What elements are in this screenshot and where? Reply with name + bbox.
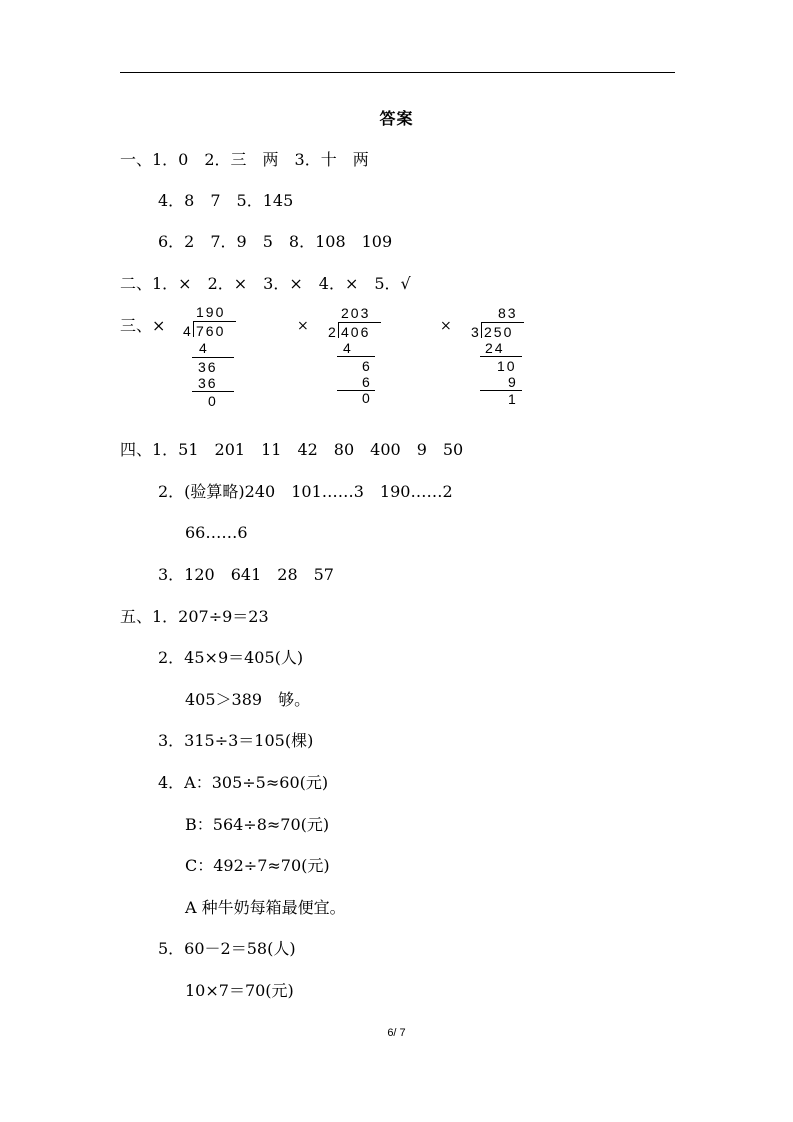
- ld3-vinculum: [482, 322, 524, 323]
- answer-section-2: 二、1．× 2．× 3．× 4．× 5．√: [120, 274, 411, 293]
- ld2-dividend: 406: [341, 324, 371, 340]
- answer-section-5-q4-conclusion: A 种牛奶每箱最便宜。: [185, 898, 346, 917]
- ld3-rule-1: [480, 356, 522, 357]
- ld1-dividend: 760: [196, 323, 226, 339]
- header-rule: [120, 72, 675, 73]
- answer-section-4-line-1: 四、1．51 201 11 42 80 400 9 50: [120, 440, 464, 459]
- ld2-rule-1: [337, 356, 375, 357]
- ld3-bracket: [481, 322, 482, 338]
- ld2-bracket: [338, 322, 339, 338]
- answer-section-3-label: 三、×: [120, 316, 166, 335]
- answer-section-4-line-3: 66……6: [185, 523, 248, 542]
- ld2-step-2: 6: [362, 358, 370, 374]
- answer-section-5-q5-line-2: 10×7＝70(元): [185, 981, 294, 1000]
- answer-section-1-line-3: 6．2 7．9 5 8．108 109: [158, 232, 393, 251]
- ld1-step-2: 36: [198, 359, 218, 375]
- answer-section-4-line-2: 2．(验算略)240 101……3 190……2: [158, 482, 453, 501]
- judgement-mark-3: ×: [440, 318, 452, 334]
- ld3-step-2: 10: [497, 358, 517, 374]
- ld2-step-3: 6: [362, 374, 370, 390]
- judgement-mark-2: ×: [297, 318, 309, 334]
- ld3-step-3: 9: [508, 374, 516, 390]
- ld1-step-3: 36: [198, 375, 218, 391]
- answer-section-5-q1: 五、1．207÷9＝23: [120, 607, 269, 626]
- ld1-rule-1: [192, 357, 234, 358]
- ld3-quotient: 83: [498, 305, 518, 321]
- ld3-divisor: 3: [471, 324, 479, 340]
- ld1-rule-2: [192, 391, 234, 392]
- answer-section-5-q3: 3．315÷3＝105(棵): [158, 731, 314, 750]
- ld2-remainder: 0: [362, 390, 370, 406]
- ld1-remainder: 0: [208, 393, 216, 409]
- answer-section-5-q4-b: B：564÷8≈70(元): [185, 815, 330, 834]
- ld1-divisor: 4: [183, 323, 191, 339]
- ld3-dividend: 250: [484, 324, 514, 340]
- ld1-quotient: 190: [196, 304, 226, 320]
- answer-section-4-line-4: 3．120 641 28 57: [158, 565, 334, 584]
- ld1-step-1: 4: [199, 340, 207, 356]
- page-title: 答案: [379, 109, 414, 128]
- answer-section-5-q4-c: C：492÷7≈70(元): [185, 856, 330, 875]
- answer-section-1-line-1: 一、1．0 2．三 两 3．十 两: [120, 150, 369, 169]
- ld2-quotient: 203: [341, 305, 371, 321]
- ld2-divisor: 2: [328, 324, 336, 340]
- ld2-vinculum: [339, 322, 381, 323]
- ld3-remainder: 1: [508, 391, 516, 407]
- ld3-step-1: 24: [485, 340, 505, 356]
- answer-section-5-q2-conclusion: 405＞389 够。: [185, 690, 311, 709]
- page-number: 6/ 7: [387, 1027, 406, 1039]
- answer-section-5-q2: 2．45×9＝405(人): [158, 648, 304, 667]
- ld1-vinculum: [194, 321, 236, 322]
- ld1-bracket: [193, 321, 194, 337]
- answer-section-5-q4-a: 4．A：305÷5≈60(元): [158, 773, 329, 792]
- answer-section-1-line-2: 4．8 7 5．145: [158, 191, 294, 210]
- ld2-step-1: 4: [343, 340, 351, 356]
- answer-section-5-q5-line-1: 5．60－2＝58(人): [158, 939, 296, 958]
